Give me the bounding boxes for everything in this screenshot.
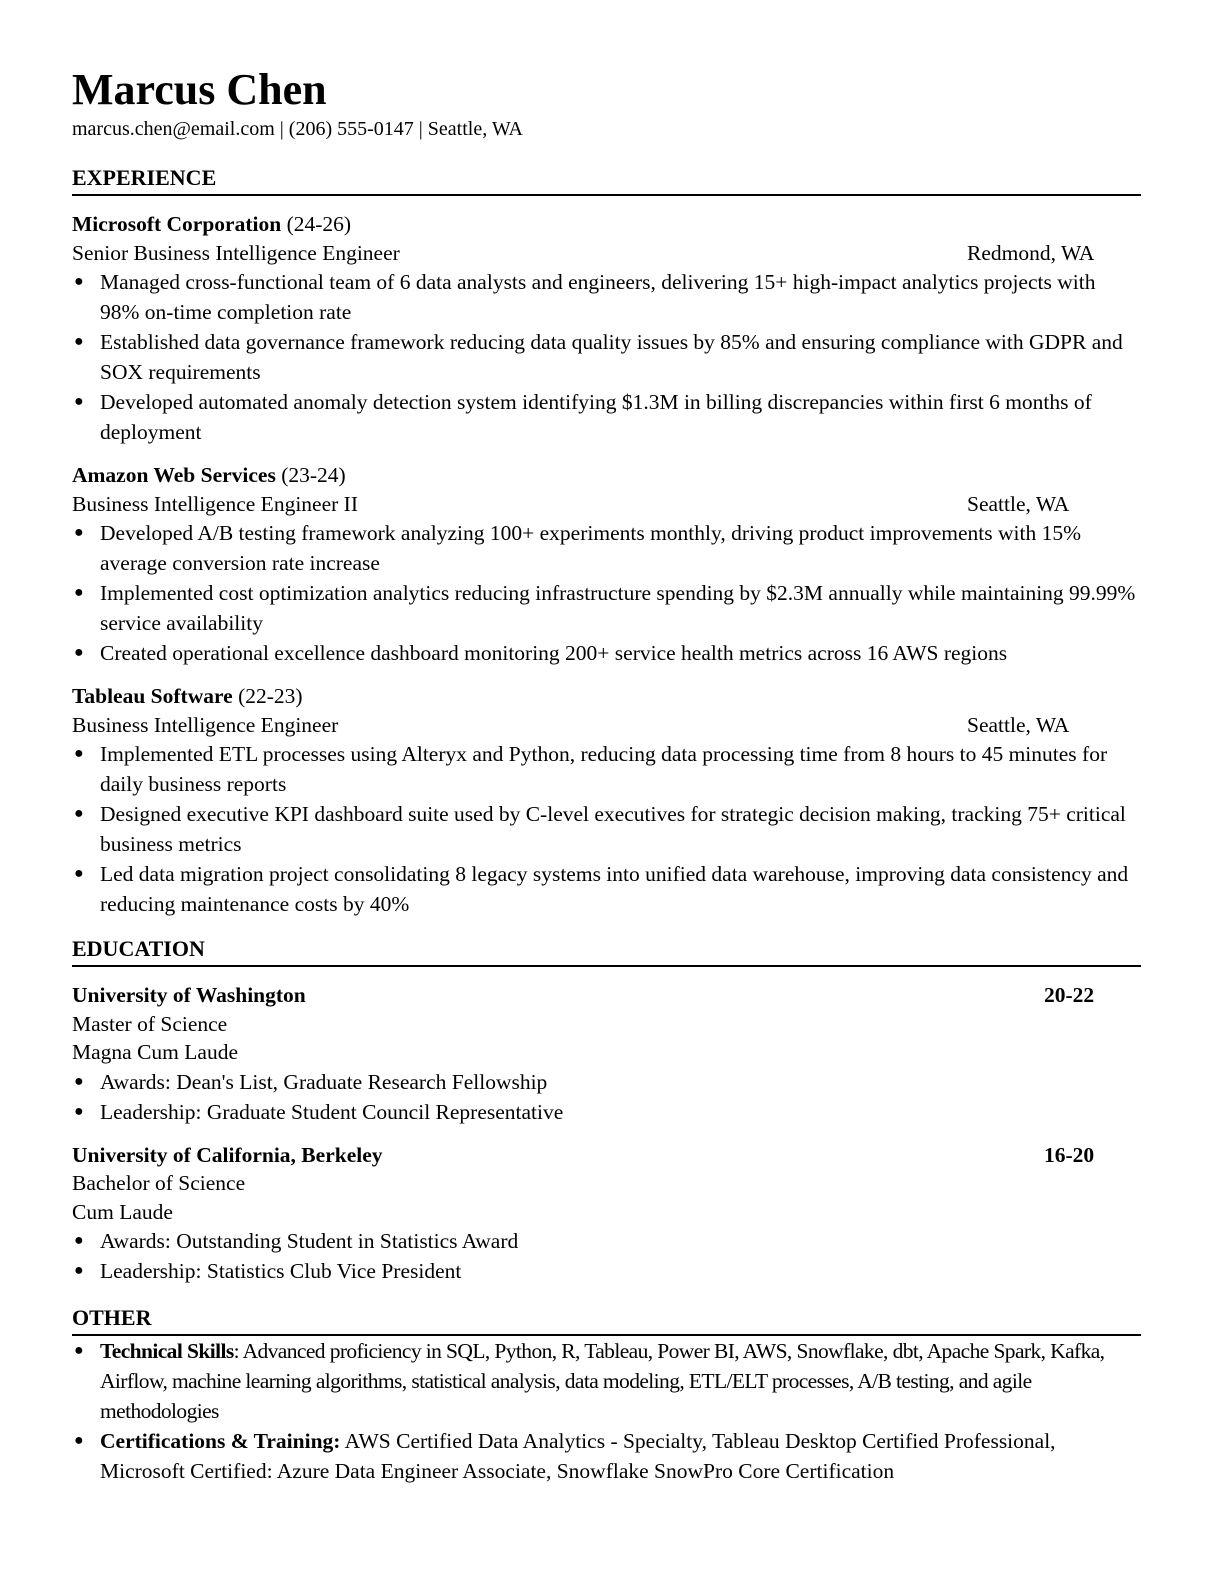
education-detail-list [72,1067,1141,1127]
job-location: Redmond, WA [967,240,1095,265]
achievement-text: Led data migration project consolidating 8 legacy systems into unified data warehouse, improving data consistency and reducing maintenance costs by 40% [100,862,1129,916]
honors: Magna Cum Laude [72,1040,238,1064]
school-line [72,981,1141,1010]
education-dates: 20-22 [1044,983,1095,1007]
degree: Bachelor of Science [72,1171,246,1195]
candidate-name: Marcus Chen [72,65,327,114]
company-line [72,461,1141,490]
bullet-icon: ● [74,1342,84,1359]
bullet-icon: ● [74,1262,84,1279]
bullet-icon: ● [74,745,84,762]
achievement-item [72,387,1140,447]
label-separator: : [233,1339,243,1363]
technical-skills-item [72,1336,1145,1426]
certifications-text: AWS Certified Data Analytics - Specialty, Tableau Desktop Certified Professional, Microsoft Certified: Azure Data Engineer Associate, Snowflake SnowPro Core Certification [100,1429,1056,1483]
education-detail-text: Leadership: Statistics Club Vice President [100,1259,462,1283]
technical-skills-text: Advanced proficiency in SQL, Python, R, Tableau, Power BI, AWS, Snowflake, dbt, Apache Spark, Kafka, Airflow, machine learning algorithms, statistical analysis, data modeling, ETL/ELT processes, A/B testing, and agile methodologies [100,1339,1105,1423]
school-name: University of Washington [72,983,306,1007]
achievement-list [72,267,1141,447]
resume-page [72,64,1141,1486]
company-name: Amazon Web Services [72,463,276,487]
achievement-item [72,578,1140,638]
achievement-text: Implemented ETL processes using Alteryx and Python, reducing data processing time from 8 hours to 45 minutes for daily business reports [100,742,1108,796]
bullet-icon: ● [74,333,84,350]
achievement-item [72,327,1140,387]
job-location: Seattle, WA [967,491,1070,516]
certifications-label: Certifications & Training: [100,1429,341,1453]
bullet-icon: ● [74,805,84,822]
education-dates: 16-20 [1044,1142,1095,1167]
achievement-item [72,638,1140,668]
bullet-icon: ● [74,865,84,882]
degree: Master of Science [72,1011,228,1036]
certifications-item [72,1426,1140,1486]
education-detail-text: Awards: Dean's List, Graduate Research Fellowship [100,1069,548,1094]
achievement-text: Developed automated anomaly detection system identifying $1.3M in billing discrepancies within first 6 months of deployment [100,390,1092,444]
achievement-text: Developed A/B testing framework analyzing 100+ experiments monthly, driving product improvements with 15% average conversion rate increase [100,521,1082,575]
achievement-list [72,518,1141,668]
achievement-text: Implemented cost optimization analytics reducing infrastructure spending by $2.3M annually while maintaining 99.99% service availability [100,581,1136,635]
education-entry [72,981,1141,1127]
achievement-text: Established data governance framework reducing data quality issues by 85% and ensuring compliance with GDPR and SOX requirements [100,330,1123,384]
achievement-item [72,267,1140,327]
role-line [72,239,1141,268]
achievement-list [72,739,1141,919]
achievement-item [72,799,1140,859]
bullet-icon: ● [74,1432,84,1449]
job-title: Business Intelligence Engineer [72,712,339,737]
bullet-icon: ● [74,584,84,601]
bullet-icon: ● [74,644,84,661]
honors: Cum Laude [72,1199,173,1224]
bullet-icon: ● [74,273,84,290]
bullet-icon: ● [74,1232,84,1249]
education-detail-list [72,1226,1141,1286]
company-name: Microsoft Corporation [72,212,282,236]
section-title-education: EDUCATION [72,935,1141,967]
employment-dates: (24-26) [281,212,352,236]
education-entry [72,1141,1141,1287]
job-title: Business Intelligence Engineer II [72,491,358,516]
achievement-item [72,518,1140,578]
contact-info: marcus.chen@email.com | (206) 555-0147 | Seattle, WA [72,118,523,140]
technical-skills-label: Technical Skills [100,1339,234,1363]
achievement-item [72,739,1140,799]
bullet-icon: ● [74,524,84,541]
education-detail-item [72,1067,1140,1097]
company-line [72,210,1141,239]
section-title-experience: EXPERIENCE [72,164,1141,196]
achievement-item [72,859,1140,919]
education-detail-text: Awards: Outstanding Student in Statistics Award [100,1229,519,1253]
education-detail-text: Leadership: Graduate Student Council Representative [100,1099,564,1124]
school-name: University of California, Berkeley [72,1142,383,1167]
bullet-icon: ● [74,1102,84,1120]
company-line [72,682,1141,711]
job-title: Senior Business Intelligence Engineer [72,240,400,265]
achievement-text: Managed cross-functional team of 6 data analysts and engineers, delivering 15+ high-impact analytics projects with 98% on-time completion rate [100,270,1096,324]
company-name: Tableau Software [72,684,233,708]
bullet-icon: ● [74,1072,84,1090]
job-location: Seattle, WA [967,712,1070,737]
employment-dates: (22-23) [232,684,303,708]
section-title-other: OTHER [72,1304,1141,1336]
education-detail-item [72,1097,1140,1127]
role-line [72,711,1141,740]
school-line [72,1141,1141,1170]
role-line [72,490,1141,519]
achievement-text: Created operational excellence dashboard monitoring 200+ service health metrics across 16 AWS regions [100,641,1008,665]
other-list [72,1336,1141,1486]
achievement-text: Designed executive KPI dashboard suite used by C-level executives for strategic decision making, tracking 75+ critical business metrics [100,802,1126,856]
experience-entry [72,210,1141,447]
experience-entry [72,682,1141,919]
education-detail-item [72,1256,1140,1286]
bullet-icon: ● [74,393,84,410]
experience-entry [72,461,1141,668]
employment-dates: (23-24) [275,463,346,487]
education-detail-item [72,1226,1140,1256]
